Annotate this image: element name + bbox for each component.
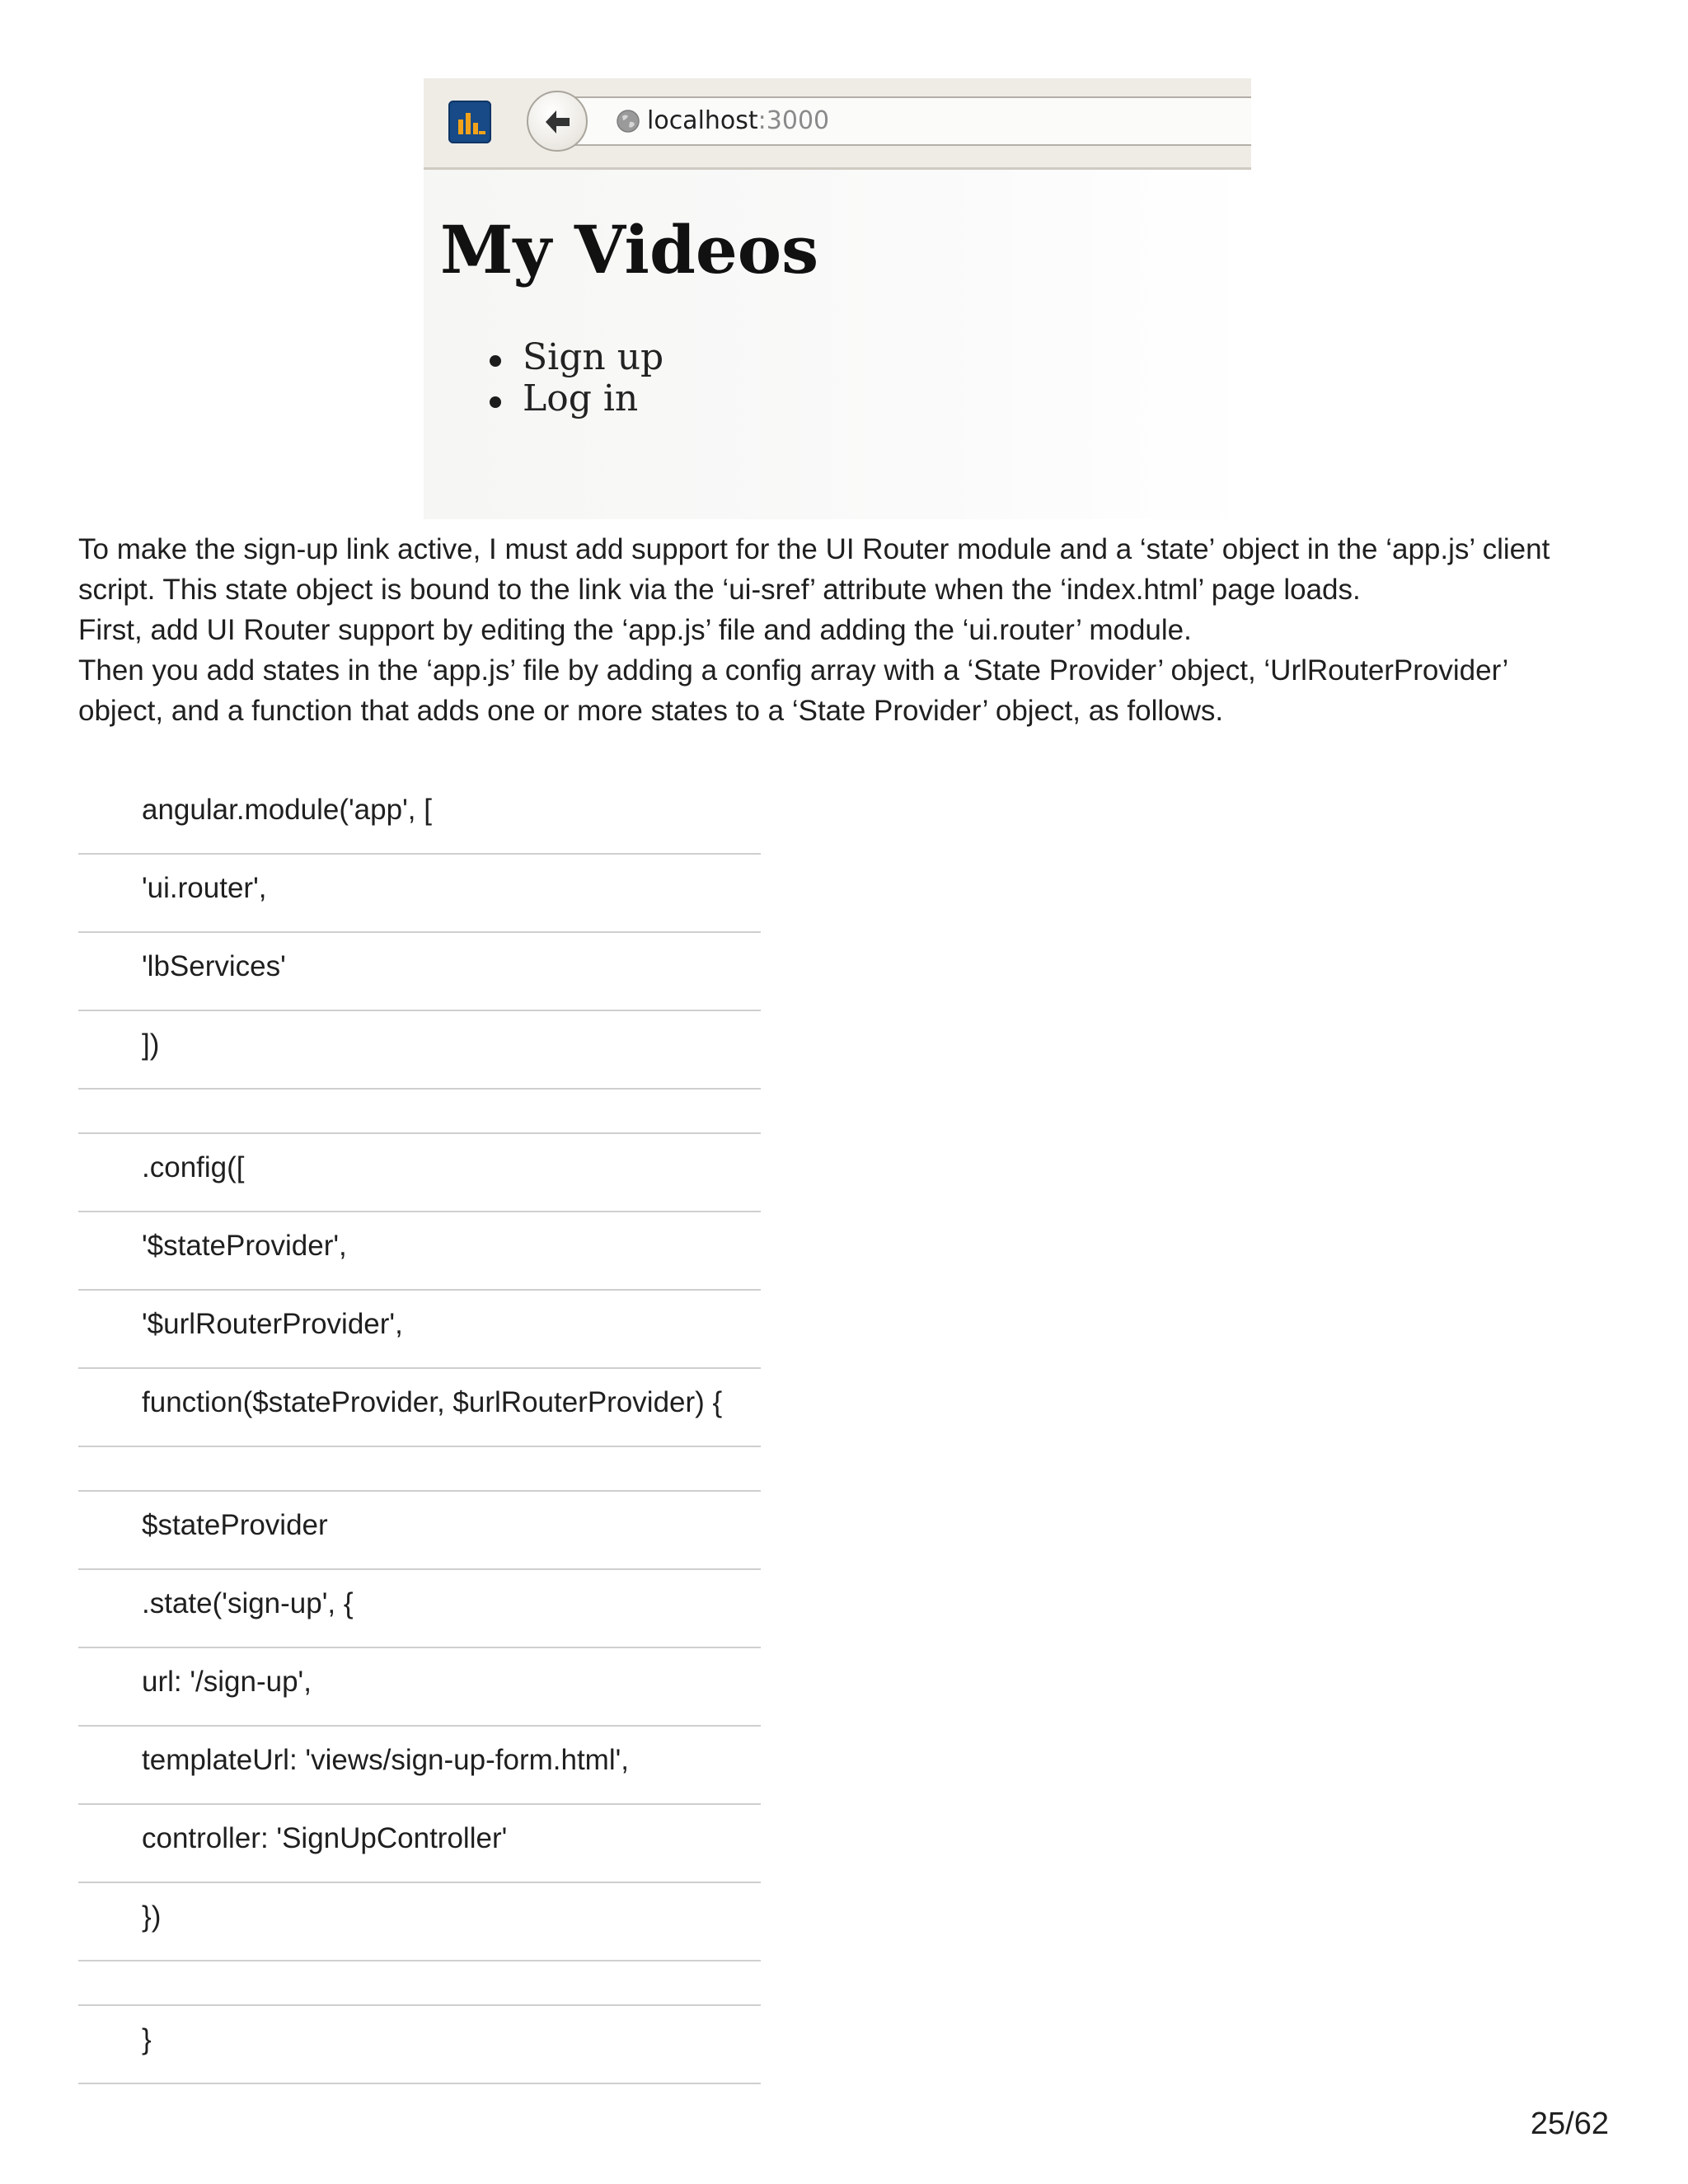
site-nav	[490, 337, 663, 419]
nav-item-log-in	[490, 378, 663, 419]
code-line	[78, 1447, 761, 1492]
browser-screenshot	[424, 78, 1251, 519]
code-line: 'ui.router',	[78, 855, 761, 933]
code-line: angular.module('app', [	[78, 776, 761, 855]
code-line: function($stateProvider, $urlRouterProvider) {	[78, 1369, 761, 1447]
code-table	[78, 776, 761, 2084]
code-line: $stateProvider	[78, 1492, 761, 1570]
body-line: First, add UI Router support by editing the ‘app.js’ file and adding the ‘ui.router’ module.	[78, 614, 1192, 646]
code-line	[78, 1961, 761, 2006]
code-line: .config([	[78, 1134, 761, 1212]
code-line: url: '/sign-up',	[78, 1648, 761, 1727]
browser-toolbar	[424, 78, 1251, 170]
url-port: :3000	[757, 106, 830, 135]
back-arrow-icon	[542, 105, 574, 138]
body-text	[78, 529, 1628, 731]
log-in-link[interactable]: Log in	[523, 377, 639, 419]
body-line: To make the sign-up link active, I must add support for the UI Router module and a ‘state’ object in the ‘app.js’ client	[78, 533, 1550, 565]
url-text[interactable]	[647, 105, 829, 137]
code-line: templateUrl: 'views/sign-up-form.html',	[78, 1727, 761, 1805]
page-number: 25/62	[1530, 2107, 1609, 2141]
code-line: '$stateProvider',	[78, 1212, 761, 1291]
back-button[interactable]	[527, 91, 588, 152]
nav-item-sign-up	[490, 337, 663, 378]
body-line: object, and a function that adds one or more states to a ‘State Provider’ object, as follows.	[78, 695, 1224, 727]
bar-chart-app-icon[interactable]	[448, 101, 491, 143]
code-line: ])	[78, 1011, 761, 1090]
code-line	[78, 1090, 761, 1134]
sign-up-link[interactable]: Sign up	[523, 336, 664, 378]
code-line: controller: 'SignUpController'	[78, 1805, 761, 1883]
globe-icon	[616, 109, 640, 134]
code-line: 'lbServices'	[78, 933, 761, 1011]
code-line: '$urlRouterProvider',	[78, 1291, 761, 1369]
body-line: script. This state object is bound to the link via the ‘ui-sref’ attribute when the ‘index.html’ page loads.	[78, 574, 1361, 606]
code-line: .state('sign-up', {	[78, 1570, 761, 1648]
code-line: })	[78, 1883, 761, 1961]
site-title: My Videos	[440, 211, 819, 288]
body-line: Then you add states in the ‘app.js’ file by adding a config array with a ‘State Provider’ object, ‘UrlRouterProvider’	[78, 654, 1509, 687]
code-line: }	[78, 2006, 761, 2084]
url-host: localhost	[647, 106, 758, 135]
url-bar[interactable]	[560, 96, 1251, 146]
